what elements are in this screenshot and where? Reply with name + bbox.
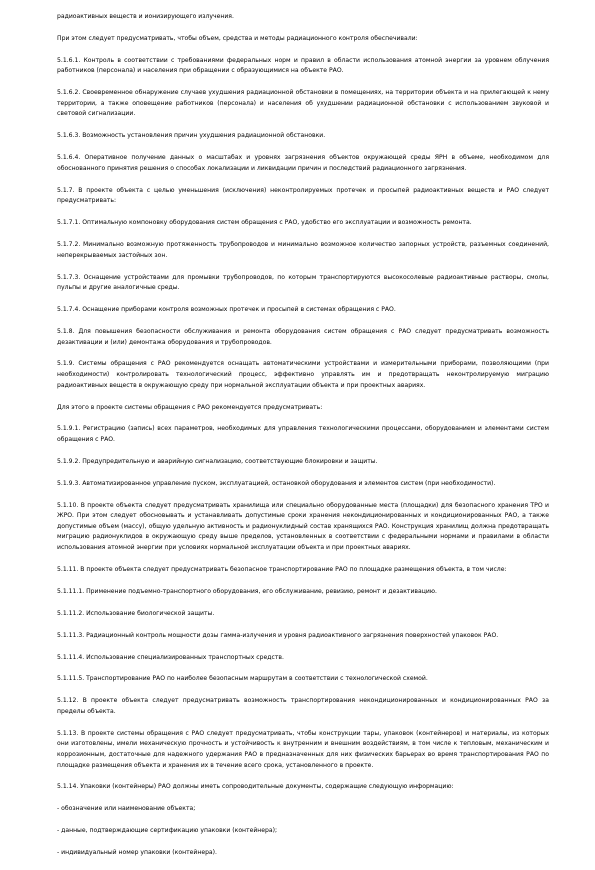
paragraph-5-1-8: 5.1.8. Для повышения безопасности обслуживания и ремонта оборудования систем обращения с РАО следует предусматривать возможность дезактивации и (или) демонтажа оборудования и трубопроводов. <box>57 327 549 346</box>
paragraph-5-1-7-4: 5.1.7.4. Оснащение приборами контроля возможных протечек и просыпей в системах обращения с РАО. <box>57 306 396 314</box>
paragraph-radiation-control-intro: При этом следует предусматривать, чтобы объем, средства и методы радиационного контроля обеспечивали: <box>57 34 418 42</box>
paragraph-5-1-14: 5.1.14. Упаковки (контейнеры) РАО должны иметь сопроводительные документы, содержащие следующую информацию: <box>57 783 454 791</box>
paragraph-5-1-7-2: 5.1.7.2. Минимально возможную протяженность трубопроводов и минимально возможное количество запорных устройств, разъемных соединений, неперекрываемых застойных зон. <box>57 241 549 259</box>
paragraph-5-1-11-2: 5.1.11.2. Использование биологической защиты. <box>57 609 215 617</box>
document-page <box>57 12 549 870</box>
paragraph-5-1-7-3: 5.1.7.3. Оснащение устройствами для промывки трубопроводов, по которым транспортируются высокосолевые радиоактивные растворы, смолы, пульпы и другие аналогичные среды. <box>57 273 549 292</box>
paragraph-5-1-9: 5.1.9. Системы обращения с РАО рекомендуется оснащать автоматическими устройствами и измерительными приборами, позволяющими (при необходимости) контролировать технологический процесс, эффективно управлять им и предотвращать неконтролируемую миграцию радиоактивных веществ в окружающую среду при нормальной эксплуатации объекта и при проектных авариях. <box>57 360 549 389</box>
paragraph-5-1-11: 5.1.11. В проекте объекта следует предусматривать безопасное транспортирование РАО по площадке размещения объекта, в том числе: <box>57 565 507 573</box>
paragraph-5-1-11-4: 5.1.11.4. Использование специализированных транспортных средств. <box>57 653 284 661</box>
paragraph-5-1-13: 5.1.13. В проекте системы обращения с РАО следует предусматривать, чтобы конструкции тары, упаковок (контейнеров) и материалы, из которых они изготовлены, имели механическую прочность и устойчивость к внутренним и внешним воздействиям, в том числе к тепловым, механическим и коррозионным, достаточные для надежного удержания РАО в предназначенных для них физических барьерах во время транспортирования РАО по площадке размещения объекта и хранения их в течение всего срока, установленного в проекте. <box>57 729 549 769</box>
list-item-package-number: - индивидуальный номер упаковки (контейнера). <box>57 849 217 857</box>
paragraph-continuation: радиоактивных веществ и ионизирующего излучения. <box>57 13 234 20</box>
paragraph-5-1-9-3: 5.1.9.3. Автоматизированное управление пуском, эксплуатацией, остановкой оборудования и элементов систем (при необходимости). <box>57 479 496 487</box>
paragraph-5-1-6-3: 5.1.6.3. Возможность установления причин ухудшения радиационной обстановки. <box>57 132 326 140</box>
paragraph-5-1-7: 5.1.7. В проекте объекта с целью уменьшения (исключения) неконтролируемых протечек и просыпей радиоактивных веществ и РАО следует предусматривать: <box>57 186 549 205</box>
list-item-object-name: - обозначение или наименование объекта; <box>57 805 196 813</box>
paragraph-5-1-12: 5.1.12. В проекте объекта следует предусматривать возможность транспортирования некондиционированных и кондиционированных РАО за пределы объекта. <box>57 697 549 715</box>
paragraph-5-1-7-1: 5.1.7.1. Оптимальную компоновку оборудования систем обращения с РАО, удобство его эксплуатации и возможность ремонта. <box>57 219 472 227</box>
paragraph-5-1-6-4: 5.1.6.4. Оперативное получение данных о масштабах и уровнях загрязнения объектов окружающей среды ЯРН в объеме, необходимом для обоснованного принятия решения о способах локализации и ликвидации причин и последствий радиационного загрязнения. <box>57 154 549 172</box>
list-item-certification: - данные, подтверждающие сертификацию упаковки (контейнера); <box>57 827 278 835</box>
paragraph-5-1-9-2: 5.1.9.2. Предупредительную и аварийную сигнализацию, соответствующие блокировки и защиты. <box>57 457 378 465</box>
paragraph-5-1-6-2: 5.1.6.2. Своевременное обнаружение случаев ухудшения радиационной обстановки в помещениях, на территории объекта и на прилегающей к нему территории, а также оповещение работников (персонала) и населения об ухудшении радиационной обстановки с использованием звуковой и световой сигнализации. <box>57 89 549 118</box>
paragraph-5-1-11-5: 5.1.11.5. Транспортирование РАО по наиболее безопасным маршрутам в соответствии с технологической схемой. <box>57 675 428 683</box>
paragraph-5-1-6-1: 5.1.6.1. Контроль в соответствии с требованиями федеральных норм и правил в области использования атомной энергии за уровнем облучения работников (персонала) и населения при обращении с образующимися на объекте РАО. <box>57 56 549 75</box>
paragraph-5-1-9-1: 5.1.9.1. Регистрацию (запись) всех параметров, необходимых для управления технологическими процессами, оборудованием и элементами систем обращения с РАО. <box>57 425 549 443</box>
paragraph-5-1-11-3: 5.1.11.3. Радиационный контроль мощности дозы гамма-излучения и уровня радиоактивного загрязнения поверхностей упаковок РАО. <box>57 631 499 639</box>
paragraph-5-1-11-1: 5.1.11.1. Применение подъемно-транспортного оборудования, его обслуживание, ревизию, ремонт и дезактивацию. <box>57 587 437 595</box>
paragraph-5-1-9-intro: Для этого в проекте системы обращения с РАО рекомендуется предусматривать: <box>57 403 323 411</box>
paragraph-5-1-10: 5.1.10. В проекте объекта следует предусматривать хранилища или специально оборудованные места (площадки) для безопасного хранения ТРО и ЖРО. При этом следует обосновывать и устанавливать допустимые сроки хранения некондиционированных и кондиционированных РАО, а также допустимые объем (массу), общую удельную активность и радионуклидный состав хранящихся РАО. Конструкция хранилищ должна предотвращать миграцию радионуклидов в окружающую среду выше пределов, установленных в соответствии с федеральными нормами и правилами в области использования атомной энергии при условиях нормальной эксплуатации объекта и при проектных авариях. <box>57 501 549 552</box>
